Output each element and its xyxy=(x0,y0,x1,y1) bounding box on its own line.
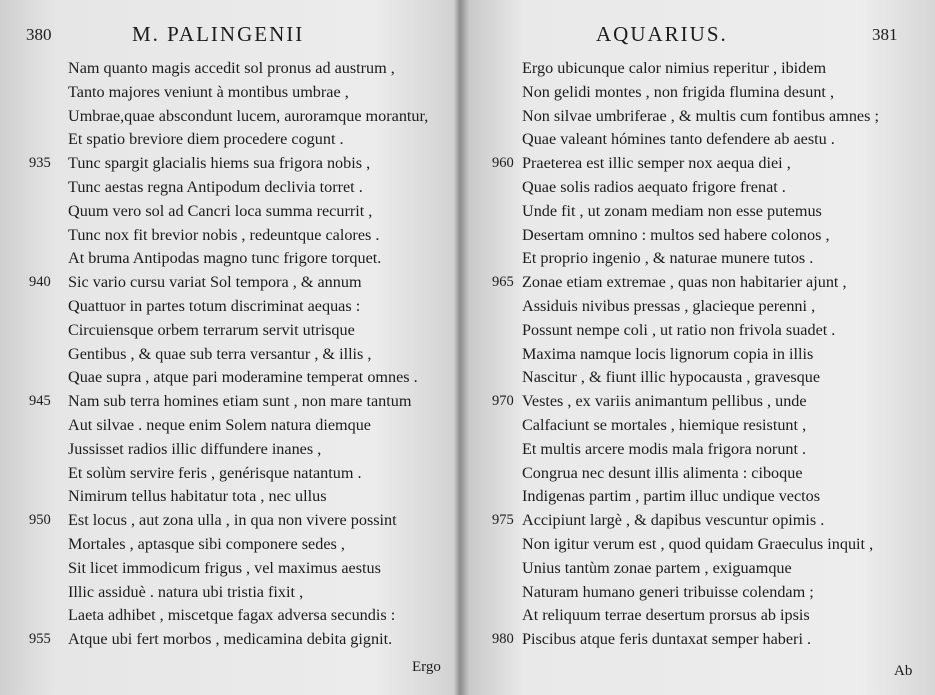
verse-text: Tanto majores veniunt à montibus umbrae , xyxy=(68,82,349,101)
verse-text: Et multis arcere modis mala frigora norunt . xyxy=(522,439,807,458)
verse-line xyxy=(68,581,458,605)
verse-line xyxy=(522,247,927,271)
verse-text: Nam sub terra homines etiam sunt , non mare tantum xyxy=(68,392,412,411)
verse-text: Sit licet immodicum frigus , vel maximus aestus xyxy=(68,558,381,577)
catchword: Ergo xyxy=(412,659,441,675)
line-number: 965 xyxy=(492,274,514,291)
verse-text: Desertam omnino : multos sed habere colonos , xyxy=(522,225,830,244)
verse-text: Accipiunt largè , & dapibus vescuntur opimis . xyxy=(522,511,825,530)
verse-line xyxy=(492,628,927,652)
verse-line xyxy=(522,128,927,152)
verse-text: Zonae etiam extremae , quas non habitarier ajunt , xyxy=(522,273,847,292)
verse-line xyxy=(522,533,927,557)
verse-line xyxy=(68,414,458,438)
verse-line xyxy=(68,128,458,152)
verse-text: Laeta adhibet , miscetque fagax adversa secundis : xyxy=(68,606,396,625)
verse-line xyxy=(68,438,458,462)
verse-text: Ergo ubicunque calor nimius reperitur , ibidem xyxy=(522,59,827,77)
verse-text: Non gelidi montes , non frigida flumina desunt , xyxy=(522,82,835,101)
verse-line xyxy=(522,176,927,200)
verse-text: Non igitur verum est , quod quidam Graeculus inquit , xyxy=(522,534,874,553)
verse-text: Jussisset radios illic diffundere inanes , xyxy=(68,439,322,458)
verse-line xyxy=(68,604,458,628)
line-number: 950 xyxy=(29,512,51,529)
line-number: 960 xyxy=(492,155,514,172)
verse-line xyxy=(29,152,458,176)
verse-line xyxy=(68,462,458,486)
verse-line xyxy=(522,604,927,628)
verse-line xyxy=(522,581,927,605)
verse-line xyxy=(29,509,458,533)
line-number: 980 xyxy=(492,631,514,648)
verse-text: Praeterea est illic semper nox aequa diei , xyxy=(522,154,791,173)
page-number: 381 xyxy=(872,25,898,44)
line-number: 955 xyxy=(29,631,51,648)
verse-text: Nascitur , & fiunt illic hypocausta , gravesque xyxy=(522,368,821,387)
verse-line xyxy=(68,81,458,105)
catchword: Ab xyxy=(894,663,913,679)
verse-line xyxy=(68,57,458,81)
verse-text: Et solùm servire feris , genérisque natantum . xyxy=(68,463,362,482)
verse-line xyxy=(522,200,927,224)
verse-lines xyxy=(492,57,927,652)
verse-text: Unde fit , ut zonam mediam non esse putemus xyxy=(522,201,822,220)
verse-text: Unius tantùm zonae partem , exiguamque xyxy=(522,558,792,577)
verse-line xyxy=(492,390,927,414)
verse-text: Gentibus , & quae sub terra versantur , & illis , xyxy=(68,344,372,363)
verse-line xyxy=(29,390,458,414)
verse-line xyxy=(522,81,927,105)
verse-line xyxy=(492,509,927,533)
verse-text: Indigenas partim , partim illuc undique vectos xyxy=(522,487,821,506)
verse-text: At reliquum terrae desertum prorsus ab ipsis xyxy=(522,606,810,625)
verse-text: Quattuor in partes totum discriminat aequas : xyxy=(68,296,361,315)
verse-line xyxy=(522,557,927,581)
verse-text: Atque ubi fert morbos , medicamina debita gignit. xyxy=(68,630,393,649)
line-number: 940 xyxy=(29,274,51,291)
left-page xyxy=(0,0,462,695)
verse-text: Sic vario cursu variat Sol tempora , & annum xyxy=(68,273,362,292)
verse-text: Maxima namque locis lignorum copia in illis xyxy=(522,344,814,363)
verse-line xyxy=(492,271,927,295)
verse-text: Possunt nempe coli , ut ratio non frivola suadet . xyxy=(522,320,836,339)
verse-line xyxy=(68,176,458,200)
running-head: M. PALINGENII xyxy=(132,22,305,46)
verse-text: Et spatio breviore diem procedere cogunt . xyxy=(68,130,344,149)
verse-text: Piscibus atque feris duntaxat semper haberi . xyxy=(522,630,812,649)
verse-line xyxy=(68,247,458,271)
page-number: 380 xyxy=(26,25,52,44)
verse-line xyxy=(522,366,927,390)
verse-line xyxy=(68,295,458,319)
running-head: AQUARIUS. xyxy=(596,22,728,46)
verse-line xyxy=(522,438,927,462)
verse-line xyxy=(68,557,458,581)
verse-text: Non silvae umbriferae , & multis cum fontibus amnes ; xyxy=(522,106,879,125)
line-number: 935 xyxy=(29,155,51,172)
verse-text: Quae solis radios aequato frigore frenat . xyxy=(522,177,786,196)
verse-text: At bruma Antipodas magno tunc frigore torquet. xyxy=(68,249,382,268)
line-number: 975 xyxy=(492,512,514,529)
verse-line xyxy=(68,105,458,129)
verse-text: Tunc spargit glacialis hiems sua frigora nobis , xyxy=(68,154,371,173)
verse-text: Nimirum tellus habitatur tota , nec ullus xyxy=(68,487,327,506)
verse-line xyxy=(68,343,458,367)
verse-text: Aut silvae . neque enim Solem natura diemque xyxy=(68,415,371,434)
verse-line xyxy=(522,105,927,129)
verse-text: Et proprio ingenio , & naturae munere tutos . xyxy=(522,249,814,268)
verse-line xyxy=(68,200,458,224)
verse-text: Quae supra , atque pari moderamine temperat omnes . xyxy=(68,368,418,387)
verse-lines xyxy=(29,57,458,652)
verse-line xyxy=(68,366,458,390)
verse-line xyxy=(68,319,458,343)
verse-line xyxy=(522,343,927,367)
verse-line xyxy=(522,224,927,248)
verse-line xyxy=(29,271,458,295)
verse-text: Est locus , aut zona ulla , in qua non vivere possint xyxy=(68,511,397,530)
verse-line xyxy=(522,57,927,81)
verse-line xyxy=(492,152,927,176)
verse-line xyxy=(522,319,927,343)
verse-text: Quum vero sol ad Cancri loca summa recurrit , xyxy=(68,201,373,220)
right-page xyxy=(466,0,935,695)
verse-text: Illic assiduè . natura ubi tristia fixit , xyxy=(68,582,304,601)
verse-text: Quae valeant hómines tanto defendere ab aestu . xyxy=(522,130,835,149)
verse-line xyxy=(68,224,458,248)
verse-text: Umbrae,quae abscondunt lucem, auroramque morantur, xyxy=(68,106,429,125)
verse-text: Tunc aestas regna Antipodum declivia torret . xyxy=(68,177,363,196)
verse-text: Naturam humano generi tribuisse colendam ; xyxy=(522,582,814,601)
verse-text: Congrua nec desunt illis alimenta : ciboque xyxy=(522,463,803,482)
verse-text: Calfaciunt se mortales , hiemique resistunt , xyxy=(522,415,807,434)
verse-text: Assiduis nivibus pressas , glacieque perenni , xyxy=(522,296,816,315)
verse-line xyxy=(68,485,458,509)
line-number: 945 xyxy=(29,393,51,410)
verse-text: Mortales , aptasque sibi componere sedes , xyxy=(68,534,345,553)
verse-line xyxy=(522,462,927,486)
verse-line xyxy=(522,485,927,509)
verse-text: Vestes , ex variis animantum pellibus , unde xyxy=(522,392,807,411)
verse-line xyxy=(522,295,927,319)
verse-text: Nam quanto magis accedit sol pronus ad austrum , xyxy=(68,59,395,77)
verse-text: Tunc nox fit brevior nobis , redeuntque calores . xyxy=(68,225,380,244)
verse-text: Circuiensque orbem terrarum servit utrisque xyxy=(68,320,355,339)
verse-line xyxy=(29,628,458,652)
line-number: 970 xyxy=(492,393,514,410)
verse-line xyxy=(68,533,458,557)
verse-line xyxy=(522,414,927,438)
